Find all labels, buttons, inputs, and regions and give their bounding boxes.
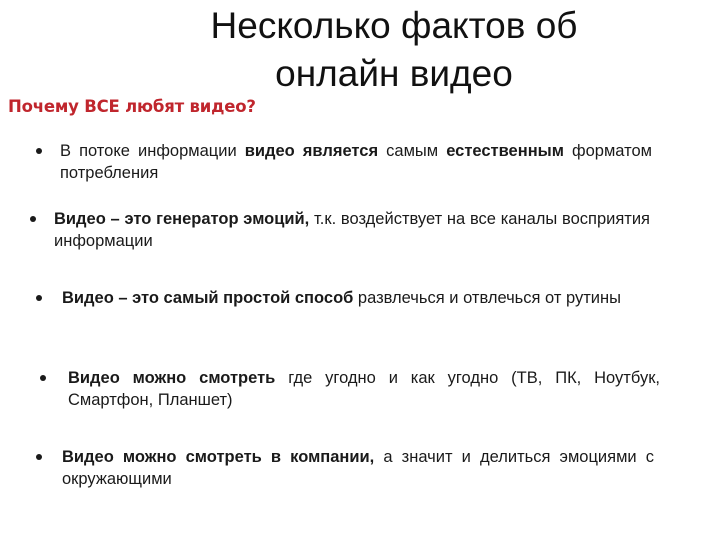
list-item [36, 446, 654, 490]
slide-subtitle: Почему ВСЕ любят видео? [8, 97, 256, 116]
list-item [36, 140, 652, 184]
title-line-2: онлайн видео [275, 53, 513, 94]
list-item-text: Видео можно смотреть где угодно и как угодно (ТВ, ПК, Ноутбук, Смартфон, Планшет) [68, 369, 660, 409]
bullet-dot-icon [40, 375, 46, 381]
slide-title [160, 2, 628, 98]
list-item-text: Видео – это самый простой способ развлечься и отвлечься от рутины [62, 289, 621, 307]
list-item-text: Видео можно смотреть в компании, а значит и делиться эмоциями с окружающими [62, 448, 654, 488]
list-item [40, 367, 660, 411]
list-item-text: В потоке информации видео является самым естественным форматом потребления [60, 142, 652, 182]
bullet-dot-icon [30, 216, 36, 222]
list-item [36, 287, 656, 309]
bullet-dot-icon [36, 148, 42, 154]
list-item [30, 208, 650, 252]
title-line-1: Несколько фактов об [210, 5, 578, 46]
bullet-dot-icon [36, 454, 42, 460]
list-item-text: Видео – это генератор эмоций, т.к. воздействует на все каналы восприятия информации [54, 210, 650, 250]
bullet-dot-icon [36, 295, 42, 301]
